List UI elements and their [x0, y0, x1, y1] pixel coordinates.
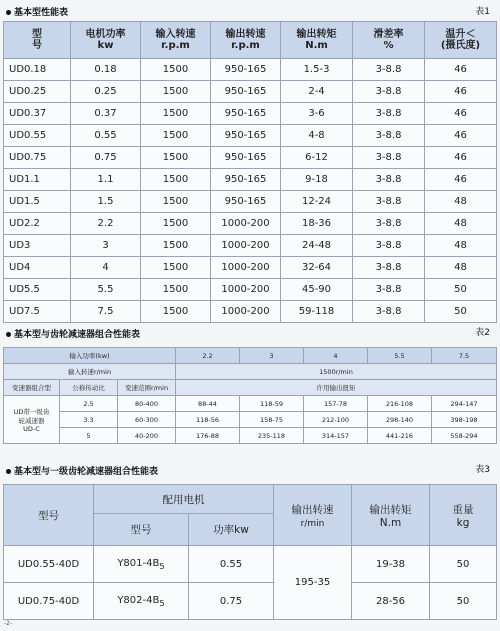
basic-performance-table	[3, 21, 497, 323]
power-cell: 4	[304, 348, 368, 364]
header-unit: (摄氏度)	[440, 40, 481, 51]
table-row	[4, 191, 497, 213]
table-cell: 3-8.8	[353, 59, 425, 81]
header-label: 电机功率	[85, 29, 126, 40]
table2-title: 基本型与齿轮减速器组合性能表	[6, 327, 140, 340]
table-cell: 9-18	[281, 169, 353, 191]
table-cell: UD1.5	[4, 191, 71, 213]
table-row	[4, 428, 497, 444]
table-cell: UD1.1	[4, 169, 71, 191]
header-torque: 输出转矩 N.m	[352, 485, 430, 546]
table-row	[4, 257, 497, 279]
table-row	[4, 213, 497, 235]
header-cell	[141, 22, 211, 59]
table-cell: 12-24	[281, 191, 353, 213]
torque-cell: 235-118	[240, 428, 304, 444]
bullet-icon	[6, 10, 11, 15]
table-row	[4, 279, 497, 301]
table-cell: 0.75	[71, 147, 141, 169]
table-cell: UD0.18	[4, 59, 71, 81]
model-cell: UD0.55-40D	[4, 546, 94, 583]
torque-cell: 212-100	[304, 412, 368, 428]
table-cell: 950-165	[211, 147, 281, 169]
table-cell: 3-8.8	[353, 235, 425, 257]
input-power-label: 输入功率(kw)	[4, 348, 176, 364]
table-cell: UD5.5	[4, 279, 71, 301]
table-cell: 24-48	[281, 235, 353, 257]
table-cell: 46	[425, 125, 497, 147]
torque-cell: 118-59	[240, 396, 304, 412]
table-cell: UD2.2	[4, 213, 71, 235]
table-row	[4, 546, 497, 583]
header-unit: r.p.m	[231, 40, 260, 51]
model-line: UD带一级齿	[13, 407, 50, 416]
power-cell: 2.2	[176, 348, 240, 364]
header-ratio: 公称传动比	[60, 380, 118, 396]
table-row	[4, 348, 497, 364]
table-cell: 50	[425, 301, 497, 323]
table-cell: 46	[425, 103, 497, 125]
table-cell: 950-165	[211, 169, 281, 191]
table-cell: UD3	[4, 235, 71, 257]
header-model: 变速器组合型	[4, 380, 60, 396]
table-cell: UD0.75	[4, 147, 71, 169]
torque-cell: 28-56	[352, 583, 430, 620]
table-header-row	[4, 22, 497, 59]
ratio-cell: 3.3	[60, 412, 118, 428]
range-cell: 60-300	[118, 412, 176, 428]
header-cell	[4, 22, 71, 59]
table-cell: UD0.37	[4, 103, 71, 125]
header-unit: %	[383, 40, 394, 51]
model-cell: UD0.75-40D	[4, 583, 94, 620]
table-cell: 46	[425, 147, 497, 169]
table-cell: 1500	[141, 81, 211, 103]
header-unit: kw	[97, 40, 114, 51]
power-cell: 5.5	[368, 348, 432, 364]
table-cell: 6-12	[281, 147, 353, 169]
table-cell: 48	[425, 213, 497, 235]
table-row	[4, 235, 497, 257]
table-cell: 59-118	[281, 301, 353, 323]
table-cell: 1.1	[71, 169, 141, 191]
input-speed-label: 输入转速r/min	[4, 364, 176, 380]
torque-cell: 441-216	[368, 428, 432, 444]
input-speed-value: 1500r/min	[176, 364, 497, 380]
table-cell: 950-165	[211, 103, 281, 125]
torque-cell: 158-75	[240, 412, 304, 428]
table-cell: UD4	[4, 257, 71, 279]
table-cell: 1000-200	[211, 213, 281, 235]
table-cell: 5.5	[71, 279, 141, 301]
header-motor-power: 功率kw	[189, 514, 274, 546]
header-unit: 号	[32, 40, 42, 51]
table-cell: 1500	[141, 213, 211, 235]
table-cell: 0.37	[71, 103, 141, 125]
torque-cell: 216-108	[368, 396, 432, 412]
weight-cell: 50	[430, 546, 497, 583]
table-cell: 3-8.8	[353, 301, 425, 323]
torque-cell: 157-78	[304, 396, 368, 412]
power-cell: 0.55	[189, 546, 274, 583]
motor-subscript: 5	[159, 597, 165, 608]
header-range: 变速范围r/min	[118, 380, 176, 396]
table-row	[4, 59, 497, 81]
table-cell: UD0.25	[4, 81, 71, 103]
header-unit: N.m	[305, 40, 328, 51]
table-row	[4, 583, 497, 620]
table-cell: 1500	[141, 257, 211, 279]
torque-cell: 398-198	[432, 412, 497, 428]
motor-cell	[94, 583, 189, 620]
table-cell: 3-8.8	[353, 169, 425, 191]
header-speed: 输出转速 r/min	[274, 485, 352, 546]
torque-cell: 88-44	[176, 396, 240, 412]
table-cell: 3-8.8	[353, 103, 425, 125]
bullet-icon	[6, 469, 11, 474]
header-cell	[425, 22, 497, 59]
table-cell: 1000-200	[211, 279, 281, 301]
header-label: 输出转速	[225, 29, 266, 40]
torque-cell: 176-88	[176, 428, 240, 444]
table-row	[4, 81, 497, 103]
header-label: 温升＜	[445, 29, 476, 40]
table-cell: 950-165	[211, 81, 281, 103]
table1-title: 基本型性能表	[6, 5, 68, 18]
table-cell: 1500	[141, 59, 211, 81]
ratio-cell: 5	[60, 428, 118, 444]
header-label: 型	[32, 29, 42, 40]
reducer-combination-table	[3, 484, 497, 620]
power-cell: 3	[240, 348, 304, 364]
header-label: 滑差率	[373, 29, 404, 40]
speed-cell: 195-35	[274, 546, 352, 620]
table-cell: 48	[425, 235, 497, 257]
table-cell: 2.2	[71, 213, 141, 235]
gear-combination-table	[3, 347, 497, 444]
table3-title: 基本型与一级齿轮减速器组合性能表	[6, 464, 158, 477]
torque-cell: 298-140	[368, 412, 432, 428]
table-cell: 3	[71, 235, 141, 257]
table-cell: 3-8.8	[353, 147, 425, 169]
motor-subscript: 5	[159, 560, 165, 571]
weight-cell: 50	[430, 583, 497, 620]
range-cell: 80-400	[118, 396, 176, 412]
table-cell: 7.5	[71, 301, 141, 323]
header-cell	[281, 22, 353, 59]
table-cell: 1000-200	[211, 301, 281, 323]
table-cell: 48	[425, 257, 497, 279]
table-cell: 0.25	[71, 81, 141, 103]
header-cell	[211, 22, 281, 59]
header-label: 输出转矩	[296, 29, 337, 40]
range-cell: 40-200	[118, 428, 176, 444]
table-cell: 3-8.8	[353, 191, 425, 213]
table-cell: 46	[425, 81, 497, 103]
table-cell: 3-8.8	[353, 257, 425, 279]
ratio-cell: 2.5	[60, 396, 118, 412]
table-cell: 3-8.8	[353, 279, 425, 301]
motor-model: Y801-4B	[117, 557, 160, 569]
table-cell: 50	[425, 279, 497, 301]
table-cell: 3-8.8	[353, 213, 425, 235]
table-cell: 32-64	[281, 257, 353, 279]
table-cell: 18-36	[281, 213, 353, 235]
table-cell: 46	[425, 169, 497, 191]
table-cell: 1.5	[71, 191, 141, 213]
table-cell: 0.18	[71, 59, 141, 81]
header-label: 输入转速	[155, 29, 196, 40]
table-cell: 46	[425, 59, 497, 81]
table-cell: UD0.55	[4, 125, 71, 147]
header-torque: 许用输出扭矩	[176, 380, 497, 396]
table-row	[4, 103, 497, 125]
table-cell: 3-8.8	[353, 125, 425, 147]
table-cell: 3-8.8	[353, 81, 425, 103]
table-cell: 950-165	[211, 59, 281, 81]
table-cell: 1.5-3	[281, 59, 353, 81]
model-cell	[4, 396, 60, 444]
table-row	[4, 301, 497, 323]
torque-cell: 118-56	[176, 412, 240, 428]
table-row	[4, 364, 497, 380]
table-cell: 1500	[141, 103, 211, 125]
table-cell: 950-165	[211, 191, 281, 213]
table-cell: 1500	[141, 125, 211, 147]
torque-cell: 314-157	[304, 428, 368, 444]
power-cell: 0.75	[189, 583, 274, 620]
torque-cell: 558-294	[432, 428, 497, 444]
table-row	[4, 380, 497, 396]
table-cell: 950-165	[211, 125, 281, 147]
header-motor: 配用电机	[94, 485, 274, 514]
model-line: 轮减速器	[18, 416, 45, 425]
table-cell: UD7.5	[4, 301, 71, 323]
table1-number: 表1	[475, 7, 490, 17]
header-cell	[71, 22, 141, 59]
torque-cell: 19-38	[352, 546, 430, 583]
table-cell: 45-90	[281, 279, 353, 301]
table-cell: 1500	[141, 191, 211, 213]
table-cell: 1500	[141, 235, 211, 257]
header-weight: 重量 kg	[430, 485, 497, 546]
table3-number: 表3	[475, 465, 490, 475]
table-header-row	[4, 485, 497, 514]
power-cell: 7.5	[432, 348, 497, 364]
bullet-icon	[6, 332, 11, 337]
table2-number: 表2	[475, 328, 490, 338]
table-cell: 1500	[141, 279, 211, 301]
torque-cell: 294-147	[432, 396, 497, 412]
motor-model: Y802-4B	[117, 594, 160, 606]
header-motor-model: 型号	[94, 514, 189, 546]
table-cell: 1500	[141, 169, 211, 191]
model-line: UD-C	[23, 424, 40, 433]
header-cell	[353, 22, 425, 59]
table-row	[4, 147, 497, 169]
table-cell: 1000-200	[211, 235, 281, 257]
table-row	[4, 125, 497, 147]
table-row	[4, 412, 497, 428]
table-cell: 4-8	[281, 125, 353, 147]
table-cell: 1500	[141, 147, 211, 169]
header-model: 型号	[4, 485, 94, 546]
motor-cell	[94, 546, 189, 583]
table-cell: 4	[71, 257, 141, 279]
table-cell: 2-4	[281, 81, 353, 103]
table-cell: 48	[425, 191, 497, 213]
page-number: -2-	[4, 620, 13, 627]
table-row	[4, 169, 497, 191]
table-cell: 1000-200	[211, 257, 281, 279]
table-row	[4, 396, 497, 412]
header-unit: r.p.m	[161, 40, 190, 51]
table-cell: 3-6	[281, 103, 353, 125]
table-cell: 0.55	[71, 125, 141, 147]
table-cell: 1500	[141, 301, 211, 323]
